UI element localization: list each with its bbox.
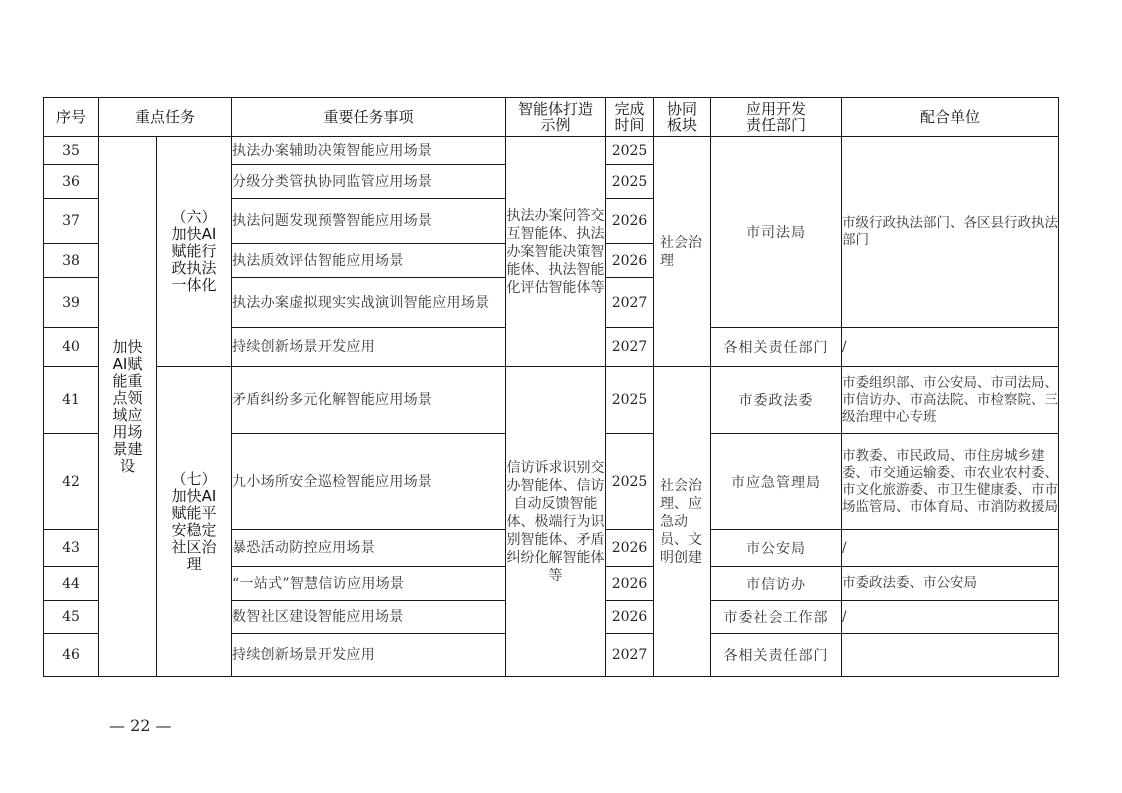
- row-year: 2026: [606, 244, 654, 278]
- row-coop: /: [842, 328, 1059, 367]
- row-item: 数智社区建设智能应用场景: [232, 601, 506, 634]
- row-item: 执法问题发现预警智能应用场景: [232, 199, 506, 244]
- row-no: 39: [44, 278, 99, 328]
- page-number: — 22 —: [109, 716, 172, 735]
- collab-7: 社会治理、应急动员、文明创建: [654, 367, 711, 677]
- row-no: 45: [44, 601, 99, 634]
- row-no: 46: [44, 634, 99, 677]
- row-year: 2026: [606, 567, 654, 601]
- header-dept: 应用开发 责任部门: [711, 98, 842, 137]
- row-coop: 市教委、市民政局、市住房城乡建委、市交通运输委、市农业农村委、市文化旅游委、市卫生健康委、市市场监管局、市体育局、市消防救援局: [842, 434, 1059, 530]
- row-item: 执法质效评估智能应用场景: [232, 244, 506, 278]
- row-no: 44: [44, 567, 99, 601]
- row-item: 执法办案辅助决策智能应用场景: [232, 137, 506, 165]
- row-year: 2026: [606, 601, 654, 634]
- row-year: 2025: [606, 165, 654, 199]
- row-item: “一站式”智慧信访应用场景: [232, 567, 506, 601]
- row-year: 2027: [606, 634, 654, 677]
- row-year: 2025: [606, 137, 654, 165]
- row-coop: /: [842, 601, 1059, 634]
- table-row: [44, 367, 1059, 434]
- row-no: 43: [44, 530, 99, 567]
- header-time: 完成 时间: [606, 98, 654, 137]
- row-dept: 市信访办: [711, 567, 842, 601]
- row-no: 42: [44, 434, 99, 530]
- header-item: 重要任务事项: [232, 98, 506, 137]
- header-agent: 智能体打造 示例: [506, 98, 606, 137]
- collab-6: 社会治理: [654, 137, 711, 367]
- row-coop: 市委组织部、市公安局、市司法局、市信访办、市高法院、市检察院、三级治理中心专班: [842, 367, 1059, 434]
- row-year: 2027: [606, 278, 654, 328]
- table-row: [44, 137, 1059, 165]
- row-dept: 各相关责任部门: [711, 328, 842, 367]
- row-year: 2027: [606, 328, 654, 367]
- row-no: 36: [44, 165, 99, 199]
- row-item: 分级分类管执协同监管应用场景: [232, 165, 506, 199]
- row-item: 执法办案虚拟现实实战演训智能应用场景: [232, 278, 506, 328]
- header-coop: 配合单位: [842, 98, 1059, 137]
- row-item: 九小场所安全巡检智能应用场景: [232, 434, 506, 530]
- subtask-7: （七）加快AI赋能平安稳定社区治理: [157, 367, 232, 677]
- row-dept: 市委政法委: [711, 367, 842, 434]
- row-year: 2025: [606, 367, 654, 434]
- row-item: 矛盾纠纷多元化解智能应用场景: [232, 367, 506, 434]
- subtask-6: （六）加快AI赋能行政执法一体化: [157, 137, 232, 367]
- row-no: 35: [44, 137, 99, 165]
- agent-example-6: 执法办案问答交互智能体、执法办案智能决策智能体、执法智能化评估智能体等: [506, 137, 606, 367]
- row-item: 持续创新场景开发应用: [232, 634, 506, 677]
- row-year: 2026: [606, 199, 654, 244]
- row-year: 2025: [606, 434, 654, 530]
- row-no: 37: [44, 199, 99, 244]
- header-collab: 协同 板块: [654, 98, 711, 137]
- row-coop: 市委政法委、市公安局: [842, 567, 1059, 601]
- header-key-task: 重点任务: [99, 98, 232, 137]
- task-table: [43, 97, 1059, 677]
- row-coop: [842, 634, 1059, 677]
- dept-35-39: 市司法局: [711, 137, 842, 328]
- header-row: [44, 98, 1059, 137]
- row-year: 2026: [606, 530, 654, 567]
- row-dept: 市委社会工作部: [711, 601, 842, 634]
- row-dept: 市公安局: [711, 530, 842, 567]
- key-task-main: 加快AI赋能重点领域应用场景建设: [99, 137, 157, 677]
- row-no: 40: [44, 328, 99, 367]
- row-dept: 各相关责任部门: [711, 634, 842, 677]
- coop-35-39: 市级行政执法部门、各区县行政执法部门: [842, 137, 1059, 328]
- row-coop: /: [842, 530, 1059, 567]
- row-no: 41: [44, 367, 99, 434]
- row-item: 暴恐活动防控应用场景: [232, 530, 506, 567]
- row-dept: 市应急管理局: [711, 434, 842, 530]
- row-no: 38: [44, 244, 99, 278]
- header-no: 序号: [44, 98, 99, 137]
- row-item: 持续创新场景开发应用: [232, 328, 506, 367]
- agent-example-7: 信访诉求识别交办智能体、信访自动反馈智能体、极端行为识别智能体、矛盾纠纷化解智能体等: [506, 367, 606, 677]
